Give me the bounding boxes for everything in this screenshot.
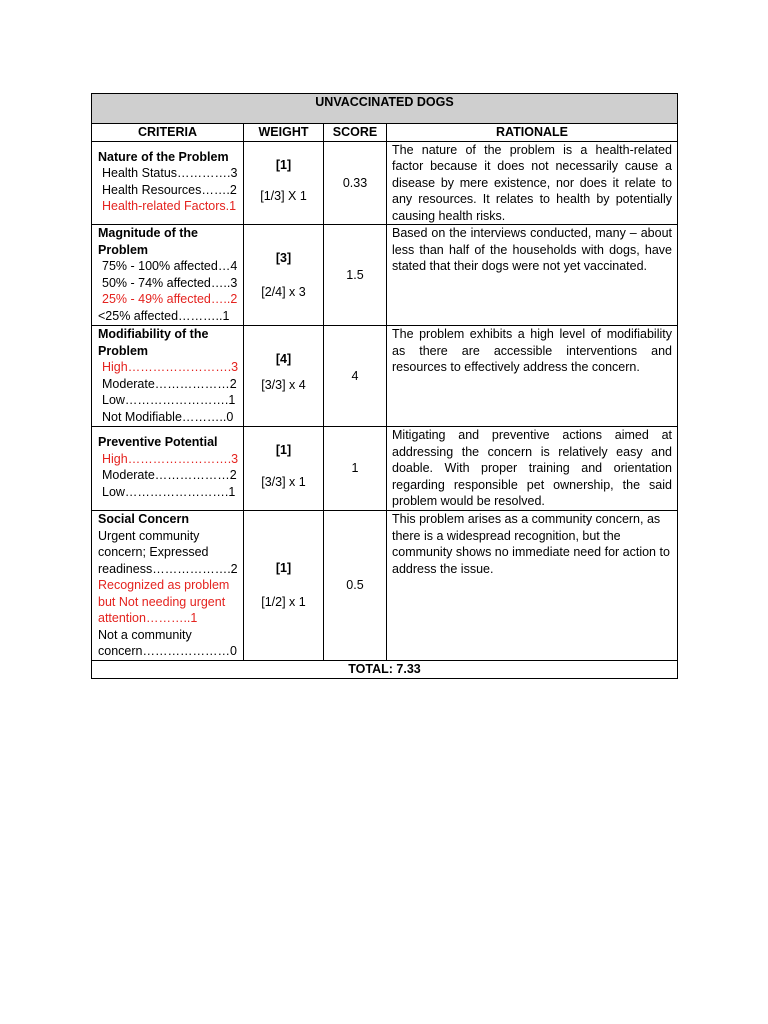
- criteria-option-selected: High…………………….3: [102, 451, 239, 466]
- weight-value: [1]: [275, 443, 292, 457]
- criteria-option-selected: Recognized as problem but Not needing urgent attention………..1: [98, 578, 230, 625]
- weight-cell: [244, 141, 324, 225]
- criteria-option: Not a community concern…………………0: [98, 627, 237, 658]
- prioritization-table: [91, 93, 678, 679]
- column-header-rationale: RATIONALE: [387, 124, 678, 142]
- criteria-option: 50% - 74% affected…..3: [102, 275, 238, 290]
- column-header-criteria: CRITERIA: [92, 124, 244, 142]
- column-header-score: SCORE: [324, 124, 387, 142]
- table-row: [92, 511, 678, 661]
- weight-value: [3]: [275, 251, 292, 265]
- table-row: [92, 326, 678, 427]
- weight-value: [1]: [275, 561, 292, 575]
- weight-cell: [244, 225, 324, 326]
- criteria-option: Not Modifiable………..0: [102, 409, 234, 424]
- table-row: [92, 225, 678, 326]
- weight-cell: [244, 326, 324, 427]
- criteria-title: Preventive Potential: [98, 435, 218, 449]
- score-cell: 4: [324, 326, 387, 427]
- criteria-option: Moderate………………2: [102, 376, 237, 391]
- score-cell: 1: [324, 427, 387, 511]
- weight-formula: [1/3] X 1: [260, 189, 307, 203]
- weight-formula: [1/2] x 1: [261, 594, 306, 609]
- weight-formula: [3/3] x 4: [261, 377, 306, 392]
- criteria-title: Magnitude of the Problem: [98, 226, 198, 257]
- criteria-option: Health Resources…….2: [102, 182, 237, 197]
- criteria-cell: [92, 511, 244, 661]
- criteria-option: Low…………………….1: [102, 393, 236, 407]
- criteria-cell: [92, 225, 244, 326]
- rationale-cell: This problem arises as a community concern, as there is a widespread recognition, but the community shows no immediate need for action to address the issue.: [387, 511, 678, 661]
- score-cell: 0.5: [324, 511, 387, 661]
- score-cell: 1.5: [324, 225, 387, 326]
- criteria-cell: [92, 427, 244, 511]
- weight-formula: [3/3] x 1: [261, 474, 306, 489]
- weight-cell: [244, 427, 324, 511]
- criteria-cell: [92, 141, 244, 225]
- rationale-cell: Mitigating and preventive actions aimed at addressing the concern is relatively easy and doable. With proper training and orientation regarding responsible pet ownership, the said problem would be resolved.: [387, 427, 678, 511]
- criteria-option: Health Status………….3: [102, 166, 238, 180]
- criteria-option-selected: High…………………….3: [102, 360, 239, 374]
- weight-formula: [2/4] x 3: [261, 284, 306, 299]
- criteria-cell: [92, 326, 244, 427]
- weight-value: [1]: [275, 157, 292, 172]
- total-score: TOTAL: 7.33: [92, 661, 678, 679]
- score-cell: 0.33: [324, 141, 387, 225]
- column-header-weight: WEIGHT: [244, 124, 324, 142]
- criteria-option: 75% - 100% affected…4: [102, 259, 238, 273]
- criteria-title: Social Concern: [98, 512, 189, 526]
- criteria-option: <25% affected………..1: [98, 308, 230, 323]
- rationale-cell: Based on the interviews conducted, many – about less than half of the households with dogs, have stated that their dogs were not yet vaccinated.: [387, 225, 678, 326]
- weight-value: [4]: [275, 352, 292, 366]
- weight-cell: [244, 511, 324, 661]
- criteria-title: Nature of the Problem: [98, 149, 229, 164]
- criteria-option-selected: 25% - 49% affected…..2: [102, 292, 238, 306]
- criteria-option: Urgent community concern; Expressed readiness……………….2: [98, 528, 238, 576]
- criteria-option-selected: Health-related Factors.1: [102, 199, 237, 213]
- criteria-option: Low…………………….1: [102, 484, 236, 499]
- table-title: UNVACCINATED DOGS: [92, 94, 678, 124]
- rationale-cell: The problem exhibits a high level of modifiability as there are accessible interventions and resources to effectively address the concern.: [387, 326, 678, 427]
- criteria-title: Modifiability of the Problem: [98, 327, 209, 358]
- rationale-cell: The nature of the problem is a health-related factor because it does not necessarily cause a disease by mere existence, nor does it relate to any resources. It relates to health by potentially causing health risks.: [387, 141, 678, 225]
- table-row: [92, 141, 678, 225]
- table-row: [92, 427, 678, 511]
- criteria-option: Moderate………………2: [102, 468, 237, 482]
